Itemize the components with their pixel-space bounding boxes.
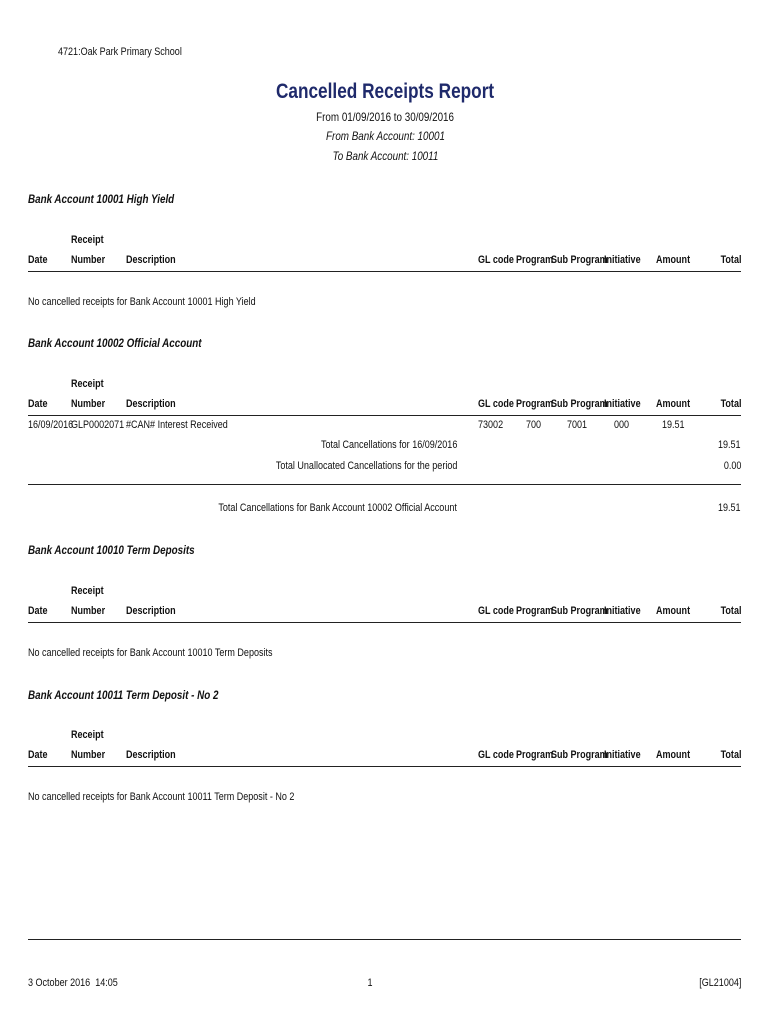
no-receipts-note: No cancelled receipts for Bank Account 10010 Term Deposits	[28, 647, 273, 659]
report-code: [GL21004]	[698, 977, 741, 989]
col-gl-code: GL code	[478, 398, 514, 410]
header-divider	[28, 415, 741, 416]
date-range: From 01/09/2016 to 30/09/2016	[316, 110, 454, 124]
row-description: #CAN# Interest Received	[126, 419, 228, 431]
col-description: Description	[126, 398, 176, 410]
unallocated-total-value: 0.00	[723, 460, 741, 472]
col-sub-program: Sub Program	[551, 254, 608, 266]
col-amount: Amount	[656, 398, 691, 410]
report-title: Cancelled Receipts Report	[275, 80, 495, 103]
school-name: 4721:Oak Park Primary School	[58, 46, 182, 58]
col-receipt-number: Number	[71, 398, 106, 410]
row-sub-program: 7001	[567, 419, 588, 431]
col-program: Program	[516, 749, 554, 761]
col-initiative: Initiative	[604, 398, 641, 410]
row-initiative: 000	[614, 419, 630, 431]
col-program: Program	[516, 254, 554, 266]
col-total: Total	[720, 254, 741, 266]
col-program: Program	[516, 398, 554, 410]
col-receipt-number: Number	[71, 254, 106, 266]
row-gl-code: 73002	[478, 419, 504, 431]
col-description: Description	[126, 749, 176, 761]
no-receipts-note: No cancelled receipts for Bank Account 10001 High Yield	[28, 296, 256, 308]
subtotal-divider	[28, 484, 741, 485]
row-date: 16/09/2016	[28, 419, 74, 431]
account-total-value: 19.51	[718, 502, 741, 514]
col-sub-program: Sub Program	[551, 398, 608, 410]
col-date: Date	[28, 749, 48, 761]
section-title: Bank Account 10002 Official Account	[28, 336, 202, 350]
col-initiative: Initiative	[604, 749, 641, 761]
col-gl-code: GL code	[478, 749, 514, 761]
col-sub-program: Sub Program	[551, 605, 608, 617]
unallocated-total-label: Total Unallocated Cancellations for the period	[275, 460, 457, 472]
section-title: Bank Account 10011 Term Deposit - No 2	[28, 688, 219, 702]
col-gl-code: GL code	[478, 605, 514, 617]
header-divider	[28, 766, 741, 767]
page-number: 1	[367, 977, 373, 989]
col-receipt-top: Receipt	[71, 585, 104, 597]
section-title: Bank Account 10010 Term Deposits	[28, 543, 195, 557]
col-date: Date	[28, 398, 48, 410]
account-total-label: Total Cancellations for Bank Account 10002 Official Account	[218, 502, 457, 514]
row-receipt-number: GLP0002071	[71, 419, 125, 431]
col-receipt-number: Number	[71, 749, 106, 761]
day-total-label: Total Cancellations for 16/09/2016	[320, 439, 457, 451]
col-amount: Amount	[656, 254, 691, 266]
col-total: Total	[720, 749, 741, 761]
col-description: Description	[126, 605, 176, 617]
row-program: 700	[526, 419, 542, 431]
to-account: To Bank Account: 10011	[332, 149, 438, 163]
header-divider	[28, 271, 741, 272]
col-total: Total	[720, 605, 741, 617]
print-timestamp: 3 October 2016 14:05	[28, 977, 118, 989]
footer-divider	[28, 939, 741, 940]
col-initiative: Initiative	[604, 254, 641, 266]
col-date: Date	[28, 254, 48, 266]
col-receipt-top: Receipt	[71, 378, 104, 390]
col-program: Program	[516, 605, 554, 617]
col-receipt-number: Number	[71, 605, 106, 617]
col-total: Total	[720, 398, 741, 410]
header-divider	[28, 622, 741, 623]
col-date: Date	[28, 605, 48, 617]
from-account: From Bank Account: 10001	[325, 129, 445, 143]
col-initiative: Initiative	[604, 605, 641, 617]
col-amount: Amount	[656, 605, 691, 617]
col-sub-program: Sub Program	[551, 749, 608, 761]
section-title: Bank Account 10001 High Yield	[28, 192, 175, 206]
row-amount: 19.51	[662, 419, 685, 431]
col-receipt-top: Receipt	[71, 729, 104, 741]
col-receipt-top: Receipt	[71, 234, 104, 246]
col-gl-code: GL code	[478, 254, 514, 266]
day-total-value: 19.51	[718, 439, 741, 451]
col-description: Description	[126, 254, 176, 266]
no-receipts-note: No cancelled receipts for Bank Account 10011 Term Deposit - No 2	[28, 791, 295, 803]
col-amount: Amount	[656, 749, 691, 761]
